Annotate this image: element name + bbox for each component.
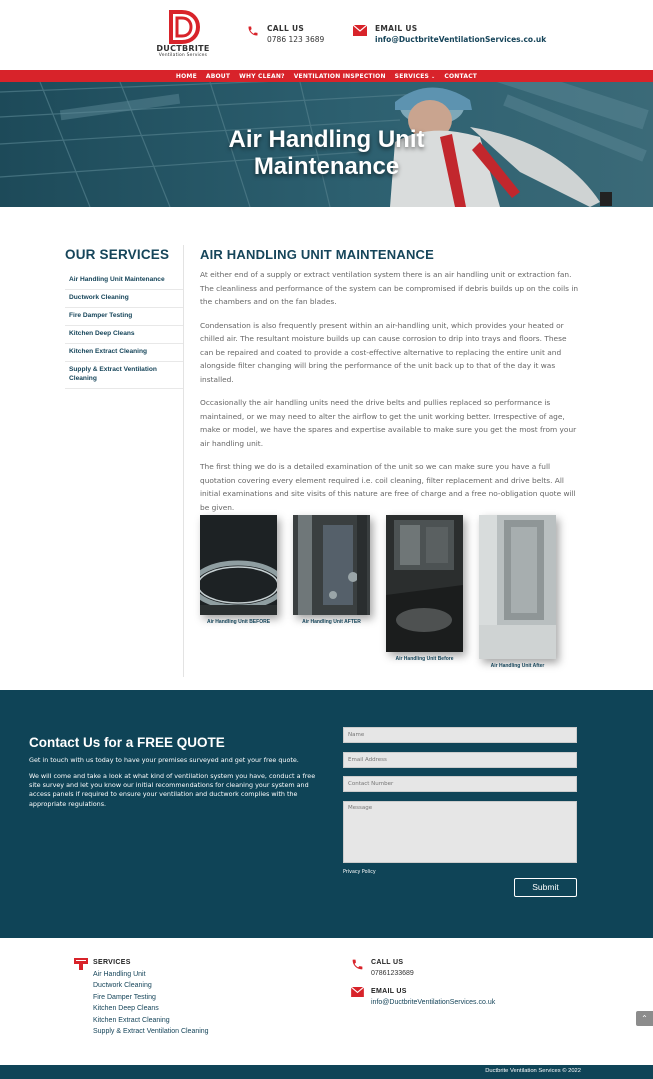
message-textarea[interactable] <box>343 801 577 863</box>
page-title-line2: Maintenance <box>253 153 400 180</box>
gallery-item[interactable] <box>386 515 463 662</box>
footer-link-air-handling[interactable]: Air Handling Unit <box>93 971 146 978</box>
gallery-item[interactable] <box>293 515 370 625</box>
content-title: AIR HANDLING UNIT MAINTENANCE <box>200 247 435 262</box>
nav-ventilation-inspection[interactable]: VENTILATION INSPECTION <box>293 72 386 80</box>
footer-call-number[interactable]: 07861233689 <box>371 970 414 977</box>
footer-services-heading: SERVICES <box>93 959 131 966</box>
gallery-caption: Air Handling Unit BEFORE <box>206 619 271 625</box>
content-paragraph: The first thing we do is a detailed examination of the unit so we can make sure you have a full quotation covering every element required i.e. coil cleaning, filter replacement and drive belts. All initial examinations and site visits of this nature are free of charge and a free no-obligation quote will be given. <box>200 462 576 512</box>
footer-link-kitchen-extract[interactable]: Kitchen Extract Cleaning <box>93 1016 170 1024</box>
footer-link-fire-damper[interactable]: Fire Damper Testing <box>93 993 156 1001</box>
nav-services[interactable] <box>395 73 436 80</box>
nav-about[interactable]: ABOUT <box>205 72 231 80</box>
footer-call <box>351 958 414 980</box>
header-email <box>353 24 546 46</box>
page-title-line1: Air Handling Unit <box>228 126 425 153</box>
footer-link-kitchen-deep[interactable]: Kitchen Deep Cleans <box>93 1005 159 1013</box>
sidebar-item-supply-extract[interactable]: Supply & Extract Ventilation Cleaning <box>65 362 183 389</box>
nav-contact[interactable]: CONTACT <box>444 72 478 80</box>
site-logo[interactable] <box>153 10 213 66</box>
nav-why-clean[interactable]: WHY CLEAN? <box>239 72 285 80</box>
drive-belt-image <box>293 515 370 615</box>
services-sidebar <box>65 245 183 389</box>
sidebar-item-air-handling[interactable]: Air Handling Unit Maintenance <box>65 272 183 290</box>
submit-button[interactable]: Submit <box>514 878 577 897</box>
gallery-photo-unit-before[interactable] <box>386 515 463 652</box>
footer-email-label: EMAIL US <box>371 988 407 995</box>
call-label: CALL US <box>267 24 305 33</box>
footer-link-ductwork[interactable]: Ductwork Cleaning <box>93 982 152 990</box>
page-title <box>0 126 653 180</box>
gallery-item[interactable] <box>479 515 556 669</box>
site-footer <box>0 938 653 1065</box>
envelope-icon <box>353 25 367 36</box>
privacy-policy-link[interactable]: Privacy Policy <box>343 870 376 875</box>
email-input[interactable] <box>343 752 577 768</box>
bottom-bar <box>0 1065 653 1079</box>
logo-name: DUCTBRITE <box>156 44 210 53</box>
call-number[interactable]: 0786 123 3689 <box>267 35 325 44</box>
footer-link-supply-extract[interactable]: Supply & Extract Ventilation Cleaning <box>93 1028 209 1036</box>
logo-tagline: Ventilation Services <box>158 53 208 58</box>
fan-housing-image <box>200 515 277 615</box>
content-paragraph: Condensation is also frequently present within an air-handling unit, which provides your heated or chilled air. The resultant moisture builds up can cause corrosion to drip into trays and floors. These can be repaired and coated to provide a cost-effective alternative to replacing the entire unit and alongside filter changing will bring the performance of the unit back up to that of the day it was installed. <box>200 320 567 384</box>
hero-banner <box>0 82 653 207</box>
scroll-to-top-button[interactable] <box>636 1011 653 1026</box>
contact-section <box>0 690 653 938</box>
dirty-chamber-image <box>386 515 463 652</box>
main-nav <box>0 70 653 82</box>
clean-chamber-image <box>479 515 556 659</box>
content-paragraph: At either end of a supply or extract ventilation system there is an air handling unit or extraction fan. The cleanliness and performance of the system can be compromised if debris builds up on the coils in the chambers and on the fan blades. <box>200 270 579 306</box>
chevron-up-icon: ⌃ <box>641 1014 648 1023</box>
contact-title: Contact Us for a FREE QUOTE <box>29 735 225 750</box>
sidebar-item-kitchen-deep[interactable]: Kitchen Deep Cleans <box>65 326 183 344</box>
logo-d-mark <box>166 10 200 44</box>
vent-fan-icon <box>74 958 88 970</box>
footer-call-label: CALL US <box>371 959 404 966</box>
chevron-down-icon: ⌄ <box>431 73 436 80</box>
gallery-caption: Air Handling Unit After <box>490 663 545 669</box>
email-address[interactable]: info@DuctbriteVentilationServices.co.uk <box>375 35 547 44</box>
sidebar-item-kitchen-extract[interactable]: Kitchen Extract Cleaning <box>65 344 183 362</box>
gallery-photo-unit-after[interactable] <box>479 515 556 659</box>
gallery-item[interactable] <box>200 515 277 625</box>
sidebar-item-ductwork[interactable]: Ductwork Cleaning <box>65 290 183 308</box>
phone-icon <box>247 25 259 37</box>
email-label: EMAIL US <box>375 24 418 33</box>
envelope-icon <box>351 987 364 997</box>
main-content <box>200 245 580 524</box>
nav-home[interactable]: HOME <box>175 72 197 80</box>
sidebar-divider <box>183 245 184 677</box>
footer-email <box>351 987 495 1009</box>
content-paragraph: Occasionally the air handling units need the drive belts and pullies replaced so performance is maintained, or we may need to alter the airflow to get the unit working better. Irrespective of age, make or model, we have the spares and expertise available to make sure you get the most from your air handling unit. <box>200 398 577 448</box>
gallery-photo-before[interactable] <box>200 515 277 615</box>
footer-email-address[interactable]: info@DuctbriteVentilationServices.co.uk <box>371 999 496 1006</box>
site-header <box>0 0 653 70</box>
header-call <box>247 24 324 46</box>
photo-gallery <box>200 515 580 675</box>
gallery-photo-after[interactable] <box>293 515 370 615</box>
sidebar-title: OUR SERVICES <box>65 247 170 262</box>
nav-services-label: SERVICES <box>394 72 430 80</box>
contact-lead: Get in touch with us today to have your premises surveyed and get your free quote. <box>29 756 299 764</box>
contact-body: We will come and take a look at what kind of ventilation system you have, conduct a free site survey and let you know our initial recommendations for cleaning your system and access panels if required to ensure your ventilation and ductwork complies with the appropriate regulations. <box>29 772 316 808</box>
phone-input[interactable] <box>343 776 577 792</box>
sidebar-item-fire-damper[interactable]: Fire Damper Testing <box>65 308 183 326</box>
gallery-caption: Air Handling Unit AFTER <box>302 619 361 625</box>
copyright-text: Ductbrite Ventilation Services © 2022 <box>485 1068 581 1074</box>
name-input[interactable] <box>343 727 577 743</box>
gallery-caption: Air Handling Unit Before <box>395 656 454 662</box>
phone-icon <box>351 958 364 971</box>
